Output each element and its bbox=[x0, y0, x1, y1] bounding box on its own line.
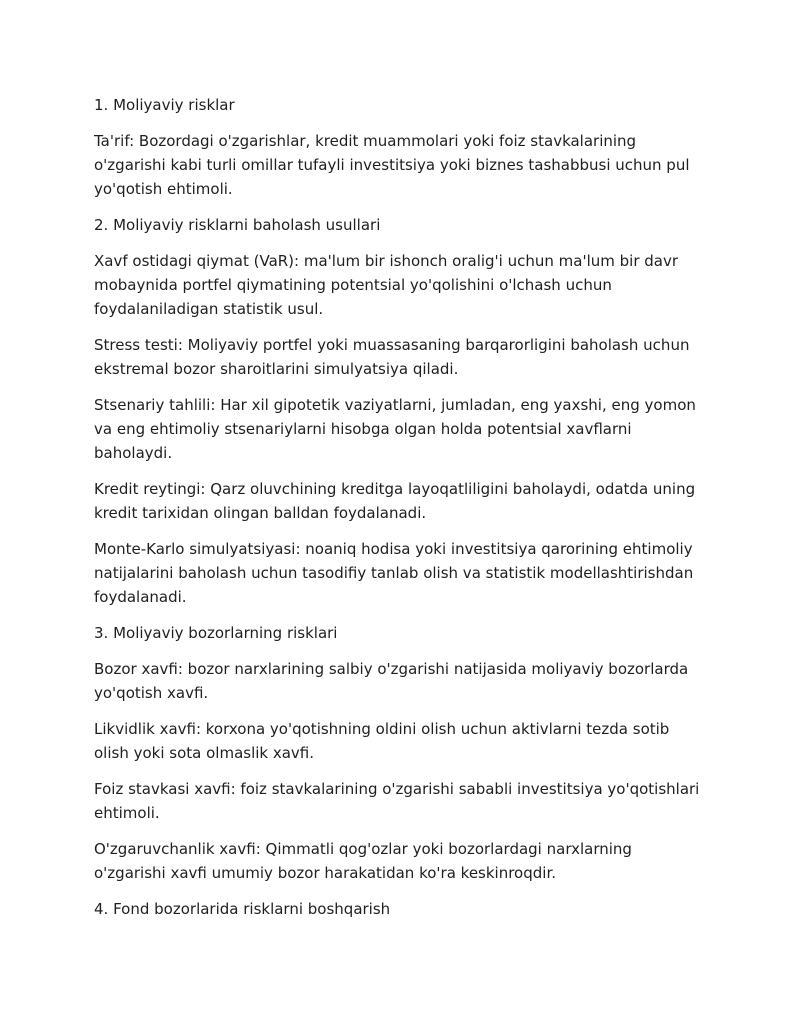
stress-test-paragraph: Stress testi: Moliyaviy portfel yoki muassasaning barqarorligini baholash uchun ekstremal bozor sharoitlarini simulyatsiya qiladi. bbox=[94, 336, 690, 378]
credit-rating-paragraph: Kredit reytingi: Qarz oluvchining kreditga layoqatliligini baholaydi, odatda uning kredit tarixidan olingan balldan foydalanadi. bbox=[94, 480, 696, 522]
var-paragraph: Xavf ostidagi qiymat (VaR): ma'lum bir ishonch oralig'i uchun ma'lum bir davr mobaynida portfel qiymatining potentsial yo'qolishini o'lchash uchun foydalaniladigan statistik usul. bbox=[94, 252, 679, 318]
section-heading-assessment-methods: 2. Moliyaviy risklarni baholash usullari bbox=[94, 216, 381, 234]
section-heading-financial-risks: 1. Moliyaviy risklar bbox=[94, 96, 235, 114]
scenario-analysis-paragraph: Stsenariy tahlili: Har xil gipotetik vaziyatlarni, jumladan, eng yaxshi, eng yomon va eng ehtimoliy stsenariylarni hisobga olgan holda potentsial xavflarni baholaydi. bbox=[94, 396, 696, 462]
section-heading-risk-management: 4. Fond bozorlarida risklarni boshqarish bbox=[94, 900, 391, 918]
market-risk-paragraph: Bozor xavfi: bozor narxlarining salbiy o'zgarishi natijasida moliyaviy bozorlarda yo'qotish xavfi. bbox=[94, 660, 689, 702]
liquidity-risk-paragraph: Likvidlik xavfi: korxona yo'qotishning oldini olish uchun aktivlarni tezda sotib olish yoki sota olmaslik xavfi. bbox=[94, 720, 670, 762]
volatility-risk-paragraph: O'zgaruvchanlik xavfi: Qimmatli qog'ozlar yoki bozorlardagi narxlarning o'zgarishi xavfi umumiy bozor harakatidan ko'ra keskinroqdir. bbox=[94, 840, 632, 882]
document-page bbox=[94, 93, 706, 933]
interest-rate-risk-paragraph: Foiz stavkasi xavfi: foiz stavkalarining o'zgarishi sababli investitsiya yo'qotishlari ehtimoli. bbox=[94, 780, 700, 822]
definition-paragraph: Ta'rif: Bozordagi o'zgarishlar, kredit muammolari yoki foiz stavkalarining o'zgarishi kabi turli omillar tufayli investitsiya yoki biznes tashabbusi uchun pul yo'qotish ehtimoli. bbox=[94, 132, 690, 198]
section-heading-market-risks: 3. Moliyaviy bozorlarning risklari bbox=[94, 624, 338, 642]
monte-carlo-paragraph: Monte-Karlo simulyatsiyasi: noaniq hodisa yoki investitsiya qarorining ehtimoliy natijalarini baholash uchun tasodifiy tanlab olish va statistik modellashtirishdan foydalanadi. bbox=[94, 540, 694, 606]
